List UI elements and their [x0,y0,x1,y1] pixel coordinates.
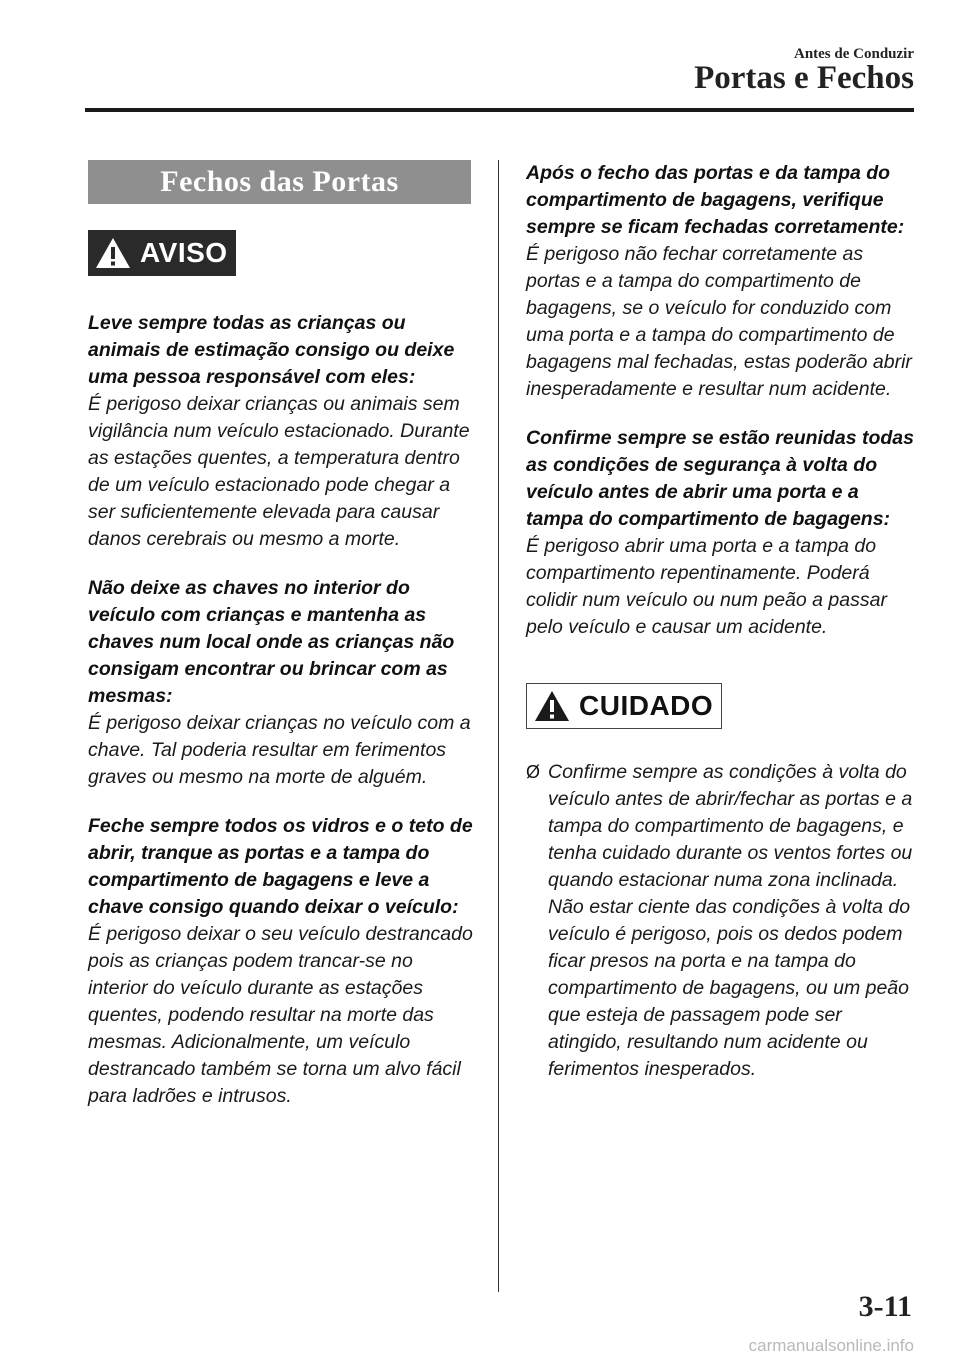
header-section-label: Antes de Conduzir [793,46,914,62]
caution-block [526,683,918,1083]
warning-heading: Não deixe as chaves no interior do veículo com crianças e mantenha as chaves num local onde as crianças não consigam encontrar ou brincar com as mesmas: [88,577,455,707]
warning-body: É perigoso abrir uma porta e a tampa do compartimento repentinamente. Poderá colidir num veículo ou num peão a passar pelo veículo e causar um acidente. [526,535,887,638]
warning-body: É perigoso deixar o seu veículo destrancado pois as crianças podem trancar-se no interior do veículo durante as estações quentes, podendo resultar na morte das mesmas. Adicionalmente, um veículo destrancado também se torna um alvo fácil para ladrões e intrusos. [88,923,473,1107]
left-column [88,160,474,1110]
warning-paragraph [88,813,474,1110]
column-divider [498,160,499,1292]
warning-heading: Confirme sempre se estão reunidas todas as condições de segurança à volta do veículo antes de abrir uma porta e a tampa do compartimento de bagagens: [526,427,914,530]
warning-paragraph [526,160,918,403]
watermark: carmanualsonline.info [748,1336,914,1355]
cuidado-label-text: CUIDADO [579,690,714,721]
header-divider [85,108,914,112]
caution-text: Confirme sempre as condições à volta do veículo antes de abrir/fechar as portas e a tampa do compartimento de bagagens, e tenha cuidado durante os ventos fortes ou quando estacionar numa zona inclinada. Não estar ciente das condições à volta do veículo é perigoso, pois os dedos podem ficar presos na porta e na tampa do compartimento de bagagens, ou um peão que esteja de passagem pode ser atingido, resultando num acidente ou ferimentos inesperados. [548,761,913,1080]
caution-bullet [526,759,918,1083]
warning-body: É perigoso deixar crianças no veículo com a chave. Tal poderia resultar em ferimentos graves ou mesmo na morte de alguém. [88,712,471,788]
warning-paragraph [526,425,918,641]
aviso-label-text: AVISO [140,237,228,268]
right-column [526,160,918,1083]
warning-heading: Feche sempre todos os vidros e o teto de abrir, tranque as portas e a tampa do compartimento de bagagens e leve a chave consigo quando deixar o veículo: [88,815,473,918]
section-banner: Fechos das Portas [88,160,471,204]
arrow-bullet-icon: Ø [526,762,541,782]
page-title: Portas e Fechos [694,60,914,96]
warning-heading: Após o fecho das portas e da tampa do compartimento de bagagens, verifique sempre se ficam fechadas corretamente: [526,162,905,238]
aviso-label [88,230,236,276]
warning-triangle-icon [533,689,571,723]
warning-heading: Leve sempre todas as crianças ou animais de estimação consigo ou deixe uma pessoa responsável com eles: [88,312,455,388]
warning-paragraph [88,310,474,553]
cuidado-label [526,683,722,729]
warning-body: É perigoso não fechar corretamente as portas e a tampa do compartimento de bagagens, se o veículo for conduzido com uma porta e a tampa do compartimento de bagagens mal fechadas, estas poderão abrir inesperadamente e resultar num acidente. [526,243,912,400]
warning-paragraph [88,575,474,791]
warning-triangle-icon [94,236,132,270]
warning-body: É perigoso deixar crianças ou animais sem vigilância num veículo estacionado. Durante as estações quentes, a temperatura dentro de um veículo estacionado pode chegar a ser suficientemente elevada para causar danos cerebrais ou mesmo a morte. [88,393,470,550]
page-number: 3-11 [858,1290,912,1323]
